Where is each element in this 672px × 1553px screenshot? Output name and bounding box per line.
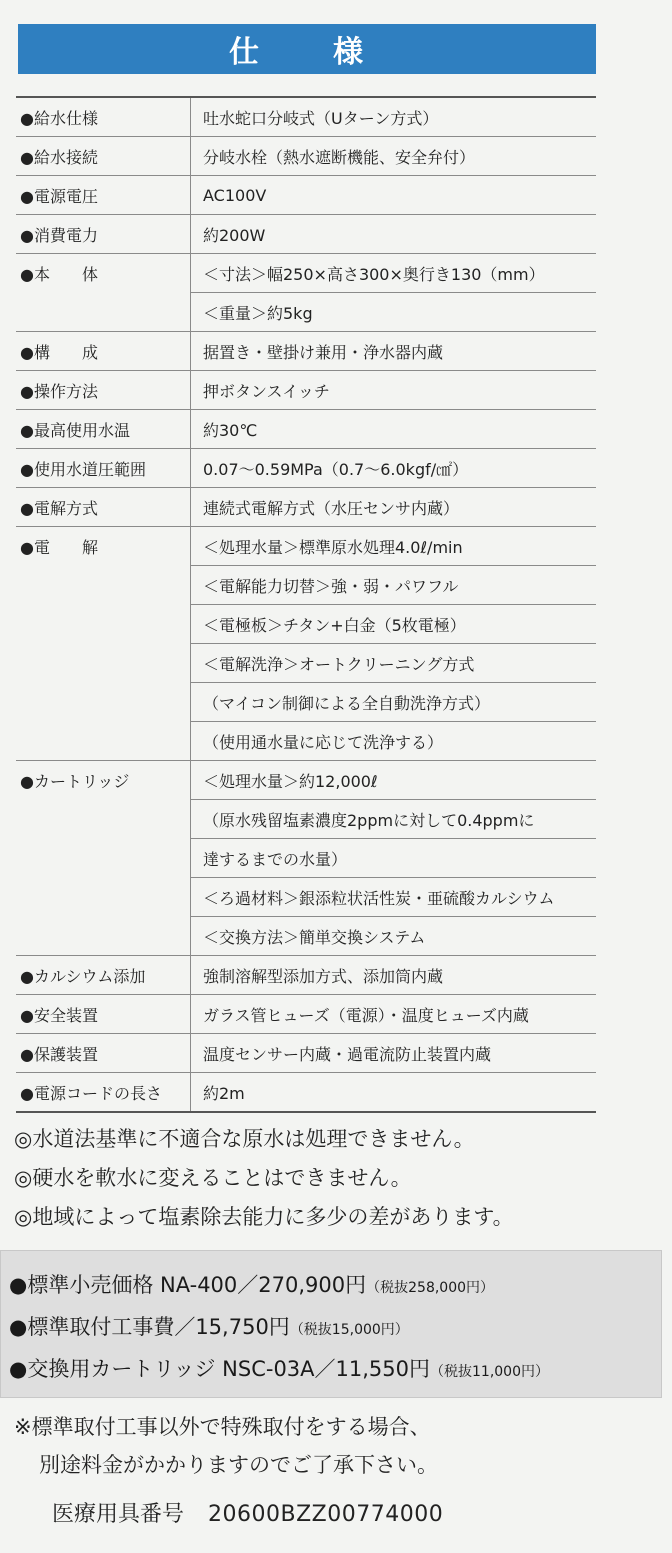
price-cartridge-main: ●交換用カートリッジ NSC-03A／11,550円 bbox=[9, 1357, 431, 1381]
price-box bbox=[0, 1250, 662, 1398]
spec-label: ●カルシウム添加 bbox=[16, 956, 191, 995]
note-hard-water: ◎硬水を軟水に変えることはできません。 bbox=[14, 1166, 412, 1190]
spec-label: ●給水仕様 bbox=[16, 97, 191, 137]
spec-value: 強制溶解型添加方式、添加筒内蔵 bbox=[191, 956, 597, 995]
price-installation-tax: （税抜15,000円） bbox=[289, 1322, 409, 1338]
footnote-line-2: 別途料金がかかりますのでご了承下さい。 bbox=[39, 1453, 438, 1477]
spec-row bbox=[16, 410, 596, 449]
price-retail-tax: （税抜258,000円） bbox=[366, 1280, 495, 1296]
spec-label: ●保護装置 bbox=[16, 1034, 191, 1073]
notes bbox=[14, 1120, 664, 1237]
price-cartridge bbox=[9, 1353, 549, 1383]
spec-value: 約2m bbox=[191, 1073, 597, 1113]
spec-value: （マイコン制御による全自動洗浄方式） bbox=[191, 683, 597, 722]
spec-value: （使用通水量に応じて洗浄する） bbox=[191, 722, 597, 761]
spec-value: 据置き・壁掛け兼用・浄水器内蔵 bbox=[191, 332, 597, 371]
spec-label: ●電源電圧 bbox=[16, 176, 191, 215]
spec-table bbox=[16, 96, 596, 1113]
spec-label: ●電源コードの長さ bbox=[16, 1073, 191, 1113]
spec-row bbox=[16, 488, 596, 527]
spec-value: 温度センサー内蔵・過電流防止装置内蔵 bbox=[191, 1034, 597, 1073]
spec-label bbox=[16, 644, 191, 683]
spec-label bbox=[16, 839, 191, 878]
spec-row bbox=[16, 215, 596, 254]
spec-row bbox=[16, 878, 596, 917]
price-retail-main: ●標準小売価格 NA-400／270,900円 bbox=[9, 1273, 367, 1297]
footnote-line-1: ※標準取付工事以外で特殊取付をする場合、 bbox=[14, 1415, 431, 1439]
spec-row bbox=[16, 449, 596, 488]
spec-value: ＜交換方法＞簡単交換システム bbox=[191, 917, 597, 956]
spec-label: ●操作方法 bbox=[16, 371, 191, 410]
spec-value: 吐水蛇口分岐式（Uターン方式） bbox=[203, 108, 439, 128]
spec-value: 0.07〜0.59MPa（0.7〜6.0kgf/㎠） bbox=[191, 449, 597, 488]
spec-label: ●本 体 bbox=[16, 254, 191, 293]
note-raw-water: ◎水道法基準に不適合な原水は処理できません。 bbox=[14, 1127, 475, 1151]
spec-label: ●電 解 bbox=[16, 527, 191, 566]
spec-label: ●カートリッジ bbox=[16, 761, 191, 800]
spec-value: ＜電極板＞チタン+白金（5枚電極） bbox=[191, 605, 597, 644]
spec-label: ●安全装置 bbox=[16, 995, 191, 1034]
note-chlorine-removal: ◎地域によって塩素除去能力に多少の差があります。 bbox=[14, 1205, 514, 1229]
spec-row bbox=[16, 995, 596, 1034]
spec-row bbox=[16, 605, 596, 644]
spec-value: 連続式電解方式（水圧センサ内蔵） bbox=[191, 488, 597, 527]
footnotes bbox=[14, 1408, 664, 1484]
spec-value: ＜電解能力切替＞強・弱・パワフル bbox=[191, 566, 597, 605]
spec-label: ●使用水道圧範囲 bbox=[16, 449, 191, 488]
spec-value: ＜電解洗浄＞オートクリーニング方式 bbox=[191, 644, 597, 683]
spec-row bbox=[16, 293, 596, 332]
spec-label bbox=[16, 800, 191, 839]
spec-row bbox=[16, 254, 596, 293]
spec-label: ●給水接続 bbox=[16, 137, 191, 176]
spec-row bbox=[16, 97, 596, 137]
spec-value: ＜処理水量＞約12,000ℓ bbox=[191, 761, 597, 800]
spec-row bbox=[16, 917, 596, 956]
price-installation-main: ●標準取付工事費／15,750円 bbox=[9, 1315, 290, 1339]
spec-title: 仕 様 bbox=[229, 35, 385, 70]
spec-label: ●構 成 bbox=[16, 332, 191, 371]
spec-value: 約30℃ bbox=[191, 410, 597, 449]
spec-row bbox=[16, 722, 596, 761]
spec-row bbox=[16, 176, 596, 215]
spec-row bbox=[16, 683, 596, 722]
spec-label: ●電解方式 bbox=[16, 488, 191, 527]
spec-row bbox=[16, 800, 596, 839]
spec-value: ＜ろ過材料＞銀添粒状活性炭・亜硫酸カルシウム bbox=[191, 878, 597, 917]
spec-row bbox=[16, 644, 596, 683]
spec-value: 約200W bbox=[191, 215, 597, 254]
spec-row bbox=[16, 566, 596, 605]
spec-label bbox=[16, 683, 191, 722]
spec-row bbox=[16, 371, 596, 410]
spec-row bbox=[16, 839, 596, 878]
price-cartridge-tax: （税抜11,000円） bbox=[430, 1364, 550, 1380]
price-retail bbox=[9, 1269, 494, 1299]
spec-label bbox=[16, 722, 191, 761]
spec-label: ●最高使用水温 bbox=[16, 410, 191, 449]
spec-row bbox=[16, 761, 596, 800]
device-number-label: 医療用具番号 bbox=[52, 1502, 185, 1527]
spec-value: ＜処理水量＞標準原水処理4.0ℓ/min bbox=[191, 527, 597, 566]
spec-value: AC100V bbox=[191, 176, 597, 215]
spec-value: 分岐水栓（熱水遮断機能、安全弁付） bbox=[191, 137, 597, 176]
spec-value: ＜寸法＞幅250×高さ300×奥行き130（mm） bbox=[191, 254, 597, 293]
spec-row bbox=[16, 956, 596, 995]
spec-row bbox=[16, 527, 596, 566]
spec-label bbox=[16, 917, 191, 956]
spec-label bbox=[16, 293, 191, 332]
spec-row bbox=[16, 137, 596, 176]
spec-value: ガラス管ヒューズ（電源）・温度ヒューズ内蔵 bbox=[191, 995, 597, 1034]
spec-title-bar bbox=[18, 24, 596, 74]
spec-label bbox=[16, 566, 191, 605]
spec-row bbox=[16, 1034, 596, 1073]
spec-value: 押ボタンスイッチ bbox=[191, 371, 597, 410]
spec-row bbox=[16, 1073, 596, 1113]
spec-label bbox=[16, 605, 191, 644]
spec-value: 達するまでの水量） bbox=[191, 839, 597, 878]
spec-value: （原水残留塩素濃度2ppmに対して0.4ppmに bbox=[191, 800, 597, 839]
spec-label bbox=[16, 878, 191, 917]
price-installation bbox=[9, 1311, 409, 1341]
spec-row bbox=[16, 332, 596, 371]
device-number bbox=[52, 1497, 443, 1528]
spec-value: ＜重量＞約5kg bbox=[191, 293, 597, 332]
spec-label: ●消費電力 bbox=[16, 215, 191, 254]
device-number-value: 20600BZZ00774000 bbox=[208, 1502, 444, 1527]
